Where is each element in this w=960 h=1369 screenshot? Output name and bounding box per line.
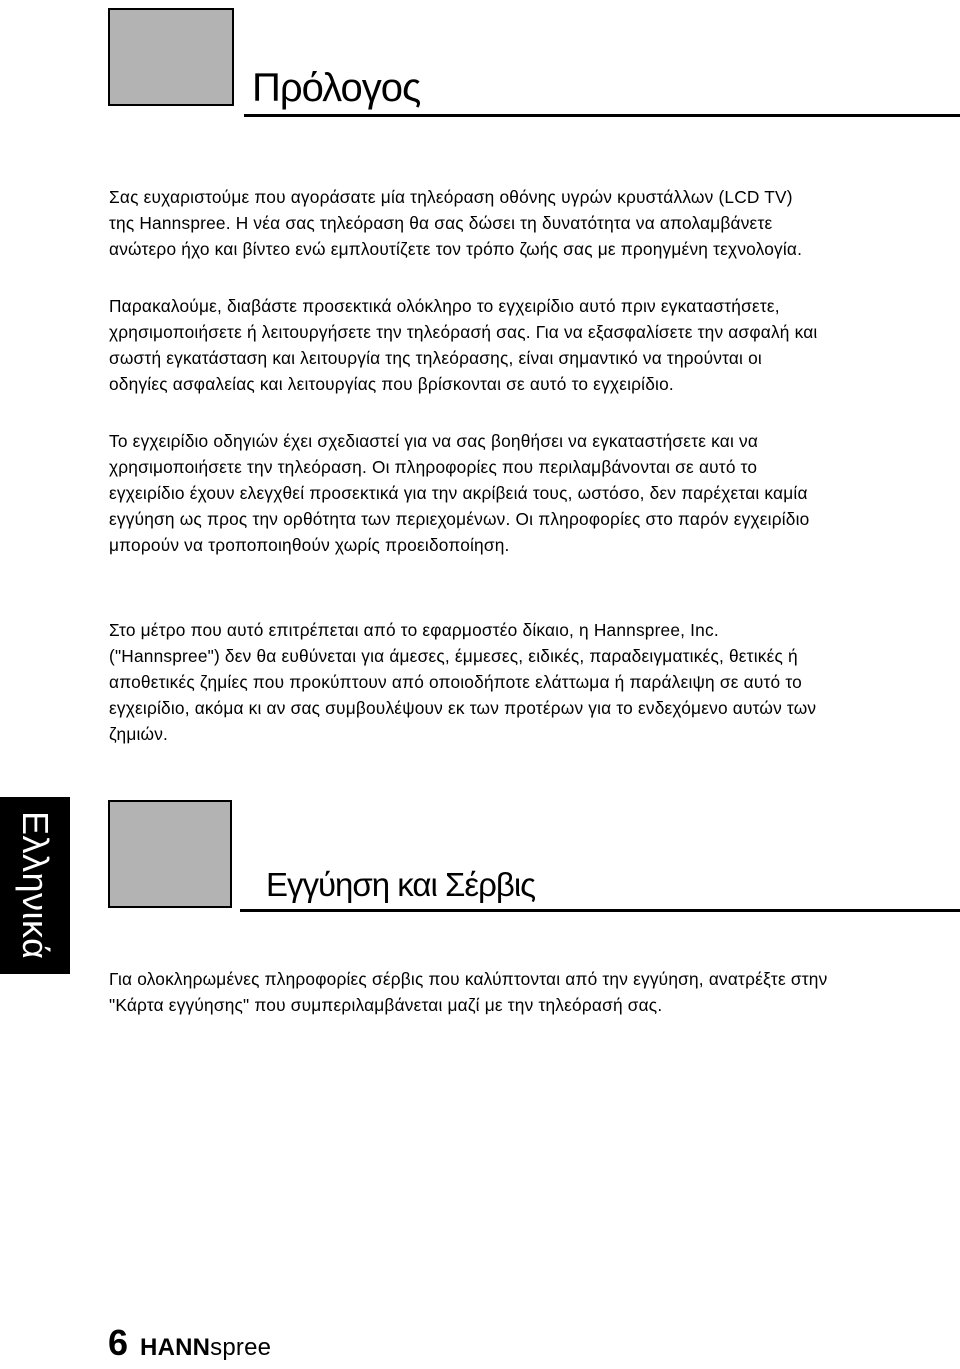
section-title: Εγγύηση και Σέρβις xyxy=(266,866,536,903)
paragraph-line: μπορούν να τροποποιηθούν χωρίς προειδοποίηση. xyxy=(109,535,510,555)
heading-underline xyxy=(244,114,960,117)
paragraph xyxy=(109,966,959,1018)
brand-logo xyxy=(140,1334,271,1362)
section-title: Πρόλογος xyxy=(252,66,421,110)
brand-logo-bold: HANN xyxy=(140,1334,211,1361)
paragraph-line: σωστή εγκατάσταση και λειτουργία της τηλεόρασης, είναι σημαντικό να τηρούνται οι xyxy=(109,348,762,368)
heading-underline xyxy=(240,909,960,912)
paragraph-line: οδηγίες ασφαλείας και λειτουργίας που βρίσκονται σε αυτό το εγχειρίδιο. xyxy=(109,374,674,394)
paragraph-line: χρησιμοποιήσετε ή λειτουργήσετε την τηλεόρασή σας. Για να εξασφαλίσετε την ασφαλή και xyxy=(109,322,818,342)
brand-logo-rest: spree xyxy=(210,1334,272,1361)
paragraph-line: ζημιών. xyxy=(109,724,169,744)
paragraph xyxy=(109,428,959,558)
paragraph-line: εγχειρίδιο έχουν ελεγχθεί προσεκτικά για την ακρίβειά τους, ωστόσο, δεν παρέχεται καμία xyxy=(109,483,808,503)
language-side-tab xyxy=(0,797,70,974)
paragraph-line: εγγύηση ως προς την ορθότητα των περιεχομένων. Οι πληροφορίες στο παρόν εγχειρίδιο xyxy=(109,509,810,529)
paragraph-line: "Κάρτα εγγύησης" που συμπεριλαμβάνεται μαζί με την τηλεόρασή σας. xyxy=(109,995,663,1015)
paragraph-line: Παρακαλούμε, διαβάστε προσεκτικά ολόκληρο το εγχειρίδιο αυτό πριν εγκαταστήσετε, xyxy=(109,296,780,316)
paragraph-line: ("Hannspree") δεν θα ευθύνεται για άμεσες, έμμεσες, ειδικές, παραδειγματικές, θετικές ή xyxy=(109,646,798,666)
paragraph-line: Το εγχειρίδιο οδηγιών έχει σχεδιαστεί για να σας βοηθήσει να εγκαταστήσετε και να xyxy=(109,431,759,451)
paragraph-line: χρησιμοποιήσετε την τηλεόραση. Οι πληροφορίες που περιλαμβάνονται σε αυτό το xyxy=(109,457,758,477)
language-tab-label: Ελληνικά xyxy=(15,811,56,960)
heading-decor-box xyxy=(108,8,234,106)
paragraph-line: της Hannspree. Η νέα σας τηλεόραση θα σας δώσει τη δυνατότητα να απολαμβάνετε xyxy=(109,213,773,233)
paragraph-line: εγχειρίδιο, ακόμα κι αν σας συμβουλέψουν εκ των προτέρων για το ενδεχόμενο αυτών των xyxy=(109,698,817,718)
paragraph-line: Σας ευχαριστούμε που αγοράσατε μία τηλεόραση οθόνης υγρών κρυστάλλων (LCD TV) xyxy=(109,187,793,207)
paragraph-line: Για ολοκληρωμένες πληροφορίες σέρβις που καλύπτονται από την εγγύηση, ανατρέξτε στην xyxy=(109,969,828,989)
paragraph-line: ανώτερο ήχο και βίντεο ενώ εμπλουτίζετε τον τρόπο ζωής σας με προηγμένη τεχνολογία. xyxy=(109,239,803,259)
paragraph xyxy=(109,184,959,262)
paragraph xyxy=(109,617,959,747)
section-heading-warranty xyxy=(108,800,960,916)
paragraph xyxy=(109,293,959,397)
heading-decor-box xyxy=(108,800,232,908)
paragraph-line: αποθετικές ζημίες που προκύπτουν από οποιοδήποτε ελάττωμα ή παράλειψη σε αυτό το xyxy=(109,672,802,692)
page-footer xyxy=(108,1322,271,1366)
page-number: 6 xyxy=(108,1322,129,1363)
paragraph-line: Στο μέτρο που αυτό επιτρέπεται από το εφαρμοστέο δίκαιο, η Hannspree, Inc. xyxy=(109,620,719,640)
section-heading-preface xyxy=(108,8,960,118)
